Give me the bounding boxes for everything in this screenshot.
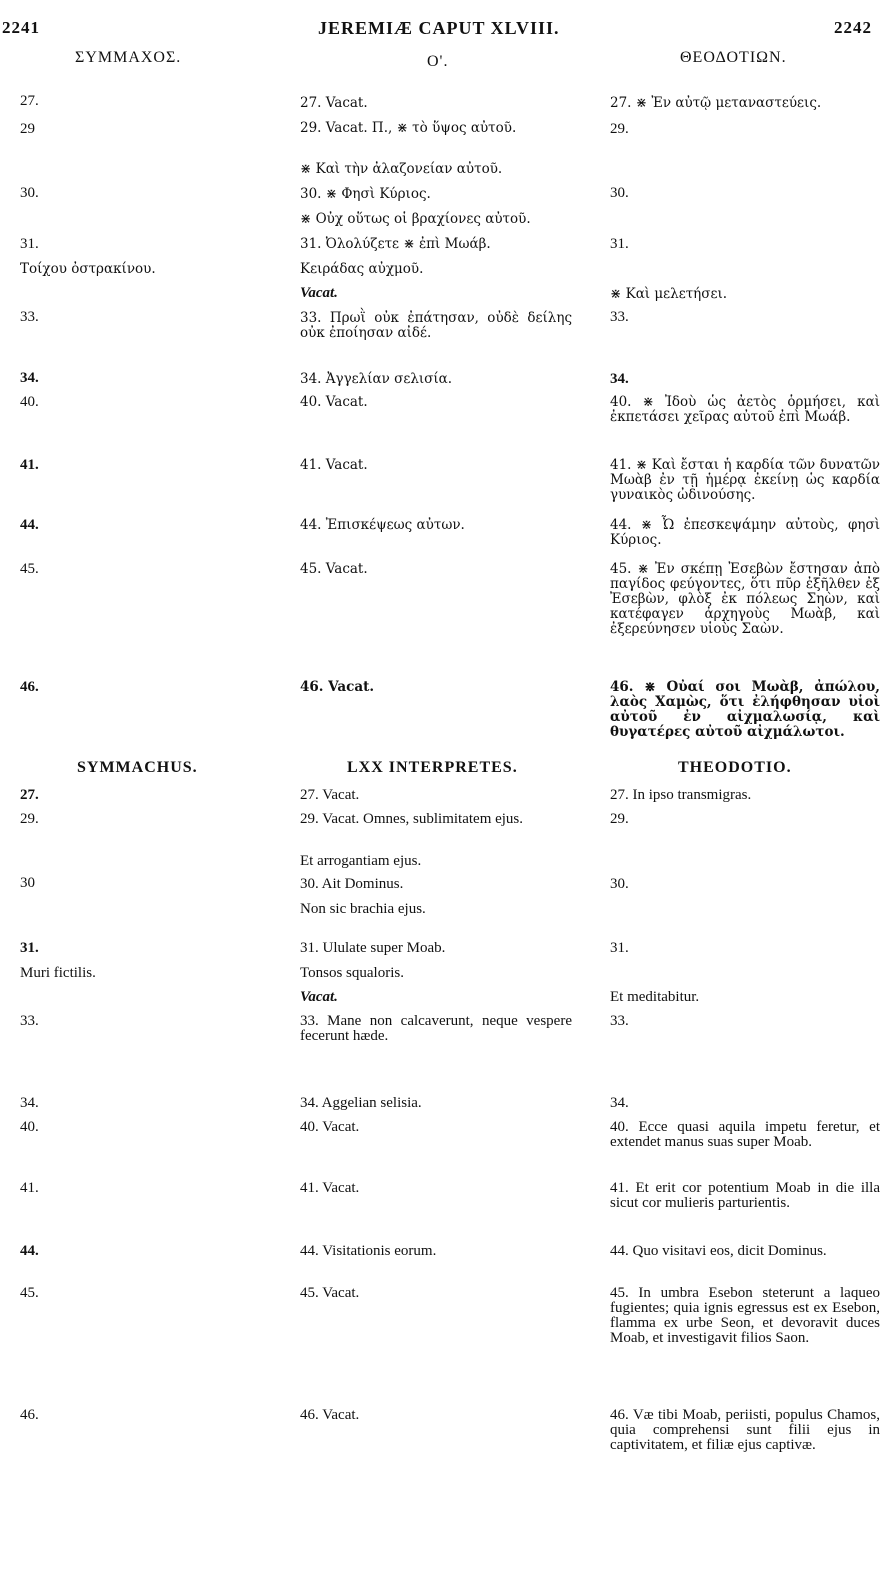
latin-symmachus-34: 34. — [20, 1095, 39, 1111]
latin-lxx-31: 31. Ululate super Moab. — [300, 940, 446, 956]
latin-symmachus-31: 31. — [20, 940, 39, 956]
latin-symmachus-40: 40. — [20, 1119, 39, 1135]
latin-lxx-44: 44. Visitationis eorum. — [300, 1243, 437, 1259]
greek-lxx-34: 34. Ἀγγελίαν σελισία. — [300, 371, 453, 387]
latin-symmachus-27: 27. — [20, 787, 39, 803]
greek-theodotion-46: 46. ⋇ Οὐαί σοι Μωὰβ, ἀπώλου, λαὸς Χαμὼς, ὅτι ἐλήφθησαν υἱοὶ αὐτοῦ ἐν αἰχμαλωσίᾳ, καὶ θυγατέρες αὐτοῦ αἰχμάλωτοι. — [610, 679, 880, 740]
latin-head-lxx: LXX INTERPRETES. — [347, 759, 518, 776]
greek-symmachus-30: 30. — [20, 185, 39, 201]
latin-theodotion-44: 44. Quo visitavi eos, dicit Dominus. — [610, 1243, 827, 1259]
latin-symmachus-30: 30 — [20, 875, 35, 891]
latin-lxx-45: 45. Vacat. — [300, 1285, 360, 1301]
greek-theodotion-40: 40. ⋇ Ἰδοὺ ὡς ἀετὸς ὁρμήσει, καὶ ἐκπετάσει χεῖρας αὐτοῦ ἐπὶ Μωάβ. — [610, 394, 880, 425]
latin-lxx-29: 29. Vacat. Omnes, sublimitatem ejus. — [300, 811, 524, 827]
greek-lxx-31: 31. Ὀλολύζετε ⋇ ἐπὶ Μωάβ. — [300, 236, 491, 252]
page-number-left: 2241 — [2, 18, 40, 37]
greek-symmachus-muri: Τοίχου ὀστρακίνου. — [20, 261, 156, 277]
greek-symmachus-44: 44. — [20, 517, 39, 533]
latin-lxx-tonsos: Tonsos squaloris. — [300, 965, 404, 981]
latin-theodotion-45: 45. In umbra Esebon steterunt a laqueo fugientes; quia ignis egressus est ex Esebon, flamma ex urbe Seon, et devoravit duces Moab, et investigavit filios Saon. — [610, 1285, 880, 1346]
greek-theodotion-41: 41. ⋇ Καὶ ἔσται ἡ καρδία τῶν δυνατῶν Μωὰβ ἐν τῇ ἡμέρᾳ ἐκείνῃ ὡς καρδία γυναικὸς ὠδινούσης. — [610, 457, 880, 503]
latin-lxx-30: 30. Ait Dominus. — [300, 876, 404, 892]
latin-lxx-arrogantia: Et arrogantiam ejus. — [300, 853, 422, 869]
latin-symmachus-45: 45. — [20, 1285, 39, 1301]
greek-symmachus-40: 40. — [20, 394, 39, 410]
latin-theodotion-41: 41. Et erit cor potentium Moab in die illa sicut cor mulieris parturientis. — [610, 1180, 880, 1211]
greek-head-lxx: Ο'. — [427, 53, 449, 70]
greek-symmachus-27: 27. — [20, 93, 39, 109]
greek-head-symmachus: ΣΥΜΜΑΧΟΣ. — [75, 49, 182, 66]
greek-lxx-arrogantia: ⋇ Καὶ τὴν ἀλαζονείαν αὐτοῦ. — [300, 161, 503, 177]
latin-theodotion-31: 31. — [610, 940, 629, 956]
greek-symmachus-33: 33. — [20, 309, 39, 325]
greek-theodotion-27: 27. ⋇ Ἐν αὐτῷ μεταναστεύεις. — [610, 95, 822, 111]
greek-theodotion-30: 30. — [610, 185, 629, 201]
greek-symmachus-29: 29 — [20, 121, 35, 137]
greek-lxx-vacat: Vacat. — [300, 285, 338, 301]
latin-lxx-brachia: Non sic brachia ejus. — [300, 901, 426, 917]
latin-lxx-46: 46. Vacat. — [300, 1407, 360, 1423]
latin-theodotion-30: 30. — [610, 876, 629, 892]
latin-symmachus-33: 33. — [20, 1013, 39, 1029]
latin-lxx-27: 27. Vacat. — [300, 787, 360, 803]
greek-lxx-30: 30. ⋇ Φησὶ Κύριος. — [300, 186, 431, 202]
latin-symmachus-29: 29. — [20, 811, 39, 827]
greek-lxx-29: 29. Vacat. Π., ⋇ τὸ ὕψος αὐτοῦ. — [300, 120, 517, 136]
latin-lxx-vacat: Vacat. — [300, 989, 338, 1005]
greek-theodotion-31: 31. — [610, 236, 629, 252]
latin-head-symmachus: SYMMACHUS. — [77, 759, 198, 776]
greek-lxx-27: 27. Vacat. — [300, 95, 368, 111]
greek-head-theodotion: ΘΕΟΔΟΤΙΩΝ. — [680, 49, 787, 66]
latin-theodotion-40: 40. Ecce quasi aquila impetu feretur, et extendet manus suas super Moab. — [610, 1119, 880, 1150]
latin-symmachus-46: 46. — [20, 1407, 39, 1423]
greek-lxx-46: 46. Vacat. — [300, 679, 375, 695]
greek-lxx-40: 40. Vacat. — [300, 394, 368, 410]
greek-theodotion-29: 29. — [610, 121, 629, 137]
latin-lxx-33: 33. Mane non calcaverunt, neque vespere fecerunt hæde. — [300, 1013, 572, 1044]
latin-theodotion-meditabitur: Et meditabitur. — [610, 989, 700, 1005]
latin-lxx-34: 34. Aggelian selisia. — [300, 1095, 422, 1111]
greek-theodotion-33: 33. — [610, 309, 629, 325]
greek-symmachus-45: 45. — [20, 561, 39, 577]
greek-theodotion-44: 44. ⋇ Ὦ ἐπεσκεψάμην αὐτοὺς, φησὶ Κύριος. — [610, 517, 880, 548]
latin-symmachus-41: 41. — [20, 1180, 39, 1196]
greek-lxx-brachia: ⋇ Οὐχ οὕτως οἱ βραχίονες αὐτοῦ. — [300, 211, 531, 227]
greek-symmachus-34: 34. — [20, 370, 39, 386]
greek-theodotion-45: 45. ⋇ Ἐν σκέπῃ Ἐσεβὼν ἔστησαν ἀπὸ παγίδος φεύγοντες, ὅτι πῦρ ἐξῆλθεν ἐξ Ἐσεβὼν, φλὸξ ἐκ πόλεως Σηὼν, καὶ κατέφαγεν ἀρχηγοὺς Μωὰβ, καὶ ἐξερεύνησεν υἱοὺς Σαὼν. — [610, 561, 880, 637]
latin-head-theodotion: THEODOTIO. — [678, 759, 792, 776]
greek-symmachus-46: 46. — [20, 679, 39, 695]
greek-lxx-33: 33. Πρωῒ οὐκ ἐπάτησαν, οὐδὲ δείλης οὐκ ἐποίησαν αἰδέ. — [300, 310, 572, 341]
greek-lxx-44: 44. Ἐπισκέψεως αὐτων. — [300, 517, 465, 533]
greek-symmachus-31: 31. — [20, 236, 39, 252]
latin-symmachus-44: 44. — [20, 1243, 39, 1259]
greek-lxx-keiradas: Κειράδας αὐχμοῦ. — [300, 261, 424, 277]
latin-theodotion-29: 29. — [610, 811, 629, 827]
page-number-right: 2242 — [834, 18, 872, 37]
latin-theodotion-46: 46. Væ tibi Moab, periisti, populus Chamos, quia comprehensi sunt filii ejus in captivitatem, et filiæ ejus captivæ. — [610, 1407, 880, 1453]
running-title: JEREMIÆ CAPUT XLVIII. — [318, 18, 560, 38]
latin-theodotion-33: 33. — [610, 1013, 629, 1029]
latin-symmachus-muri: Muri fictilis. — [20, 965, 96, 981]
greek-symmachus-41: 41. — [20, 457, 39, 473]
greek-theodotion-meletesei: ⋇ Καὶ μελετήσει. — [610, 286, 728, 302]
greek-lxx-45: 45. Vacat. — [300, 561, 368, 577]
greek-theodotion-34: 34. — [610, 371, 629, 387]
latin-theodotion-34: 34. — [610, 1095, 629, 1111]
latin-lxx-40: 40. Vacat. — [300, 1119, 360, 1135]
latin-theodotion-27: 27. In ipso transmigras. — [610, 787, 752, 803]
greek-lxx-41: 41. Vacat. — [300, 457, 368, 473]
latin-lxx-41: 41. Vacat. — [300, 1180, 360, 1196]
